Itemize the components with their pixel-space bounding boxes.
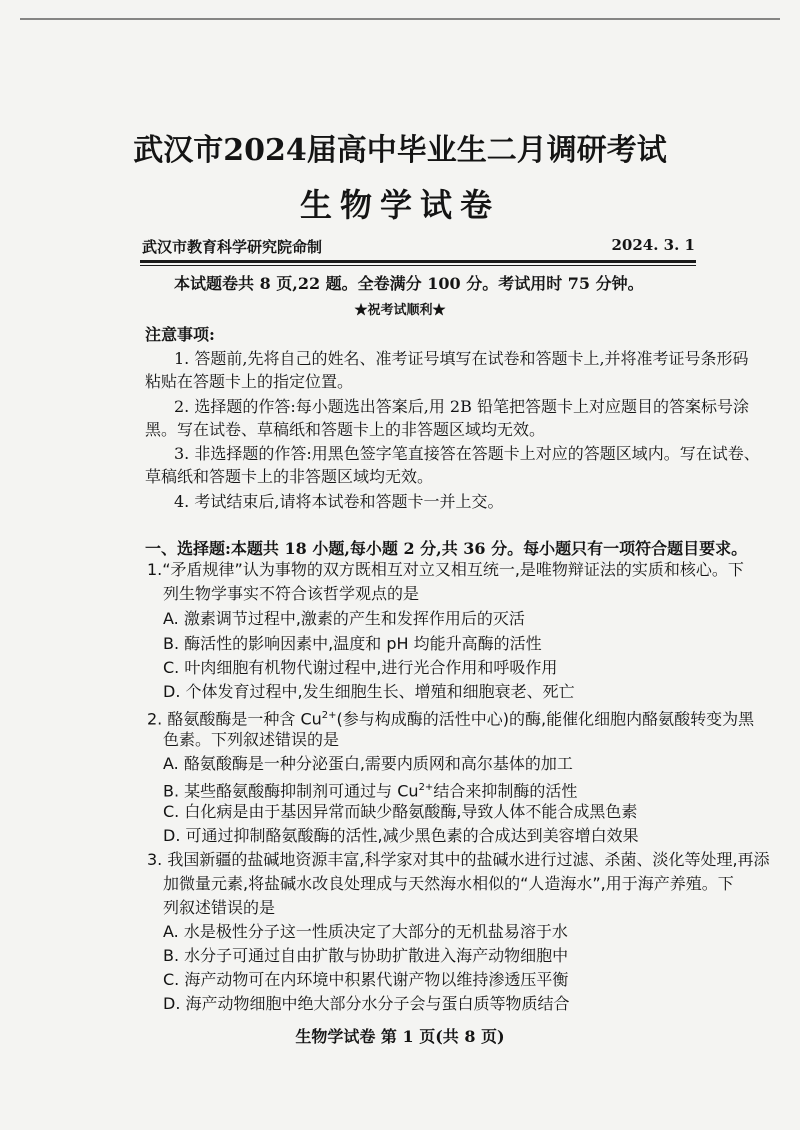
top-scan-line — [20, 18, 780, 20]
notice-1-cont: 粘贴在答题卡上的指定位置。 — [145, 372, 354, 391]
exam-subtitle: 生物学试卷 — [299, 186, 500, 224]
q2-cu-charge: 2+ — [321, 710, 337, 721]
q2b-pre: B. 某些酪氨酸酶抑制剂可通过与 Cu — [163, 781, 419, 801]
question-2-option-d: D. 可通过抑制酪氨酸酶的活性,减少黑色素的合成达到美容增白效果 — [163, 826, 639, 845]
section-heading: 一、选择题:本题共 18 小题,每小题 2 分,共 36 分。每小题只有一项符合题目要求。 — [145, 539, 748, 558]
q2-stem-post: (参与构成酶的活性中心)的酶,能催化细胞内酪氨酸转变为黑 — [336, 709, 755, 729]
question-1-stem: 1.“矛盾规律”认为事物的双方既相互对立又相互统一,是唯物辩证法的实质和核心。下 — [147, 560, 744, 579]
notice-2-cont: 黑。写在试卷、草稿纸和答题卡上的非答题区域均无效。 — [145, 420, 546, 439]
question-1-option-c: C. 叶肉细胞有机物代谢过程中,进行光合作用和呼吸作用 — [163, 658, 558, 677]
exam-intro: 本试题卷共 8 页,22 题。全卷满分 100 分。考试用时 75 分钟。 — [174, 274, 644, 293]
question-3-stem-cont-2: 列叙述错误的是 — [163, 898, 276, 917]
question-3-option-d: D. 海产动物细胞中绝大部分水分子会与蛋白质等物质结合 — [163, 994, 570, 1013]
notice-heading: 注意事项: — [145, 325, 215, 344]
question-1-option-a: A. 激素调节过程中,激素的产生和发挥作用后的灭活 — [163, 609, 525, 628]
question-3-stem: 3. 我国新疆的盐碱地资源丰富,科学家对其中的盐碱水进行过滤、杀菌、淡化等处理,再添 — [147, 850, 770, 869]
exam-date: 2024. 3. 1 — [611, 236, 695, 254]
notice-2: 2. 选择题的作答:每小题选出答案后,用 2B 铅笔把答题卡上对应题目的答案标号涂 — [174, 397, 749, 416]
q2-stem-pre: 2. 酪氨酸酶是一种含 Cu — [147, 709, 322, 729]
question-3-stem-cont: 加微量元素,将盐碱水改良处理成与天然海水相似的“人造海水”,用于海产养殖。下 — [163, 874, 734, 893]
q2b-cu-charge: 2+ — [418, 782, 434, 793]
question-3-option-b: B. 水分子可通过自由扩散与协助扩散进入海产动物细胞中 — [163, 946, 569, 965]
question-2-option-c: C. 白化病是由于基因异常而缺少酪氨酸酶,导致人体不能合成黑色素 — [163, 802, 638, 821]
question-2-stem-cont: 色素。下列叙述错误的是 — [163, 730, 340, 749]
exam-title: 武汉市2024届高中毕业生二月调研考试 — [133, 133, 667, 168]
notice-1: 1. 答题前,先将自己的姓名、准考证号填写在试卷和答题卡上,并将准考证号条形码 — [174, 349, 749, 368]
question-3-option-a: A. 水是极性分子这一性质决定了大部分的无机盐易溶于水 — [163, 922, 568, 941]
notice-3-cont: 草稿纸和答题卡上的非答题区域均无效。 — [145, 467, 434, 486]
header-rule-thick — [140, 260, 696, 263]
good-luck-line: ★祝考试顺利★ — [354, 303, 446, 318]
question-1-option-d: D. 个体发育过程中,发生细胞生长、增殖和细胞衰老、死亡 — [163, 682, 575, 701]
page-footer: 生物学试卷 第 1 页(共 8 页) — [295, 1027, 505, 1046]
notice-3: 3. 非选择题的作答:用黑色签字笔直接答在答题卡上对应的答题区域内。写在试卷、 — [174, 444, 760, 463]
issuing-org: 武汉市教育科学研究院命制 — [142, 238, 323, 256]
question-2-option-a: A. 酪氨酸酶是一种分泌蛋白,需要内质网和高尔基体的加工 — [163, 754, 573, 773]
q2b-post: 结合来抑制酶的活性 — [433, 781, 578, 801]
notice-4: 4. 考试结束后,请将本试卷和答题卡一并上交。 — [174, 492, 504, 511]
question-1-stem-cont: 列生物学事实不符合该哲学观点的是 — [163, 584, 420, 603]
question-1-option-b: B. 酶活性的影响因素中,温度和 pH 均能升高酶的活性 — [163, 634, 542, 653]
header-rule-thin — [140, 265, 696, 266]
question-3-option-c: C. 海产动物可在内环境中积累代谢产物以维持渗透压平衡 — [163, 970, 569, 989]
